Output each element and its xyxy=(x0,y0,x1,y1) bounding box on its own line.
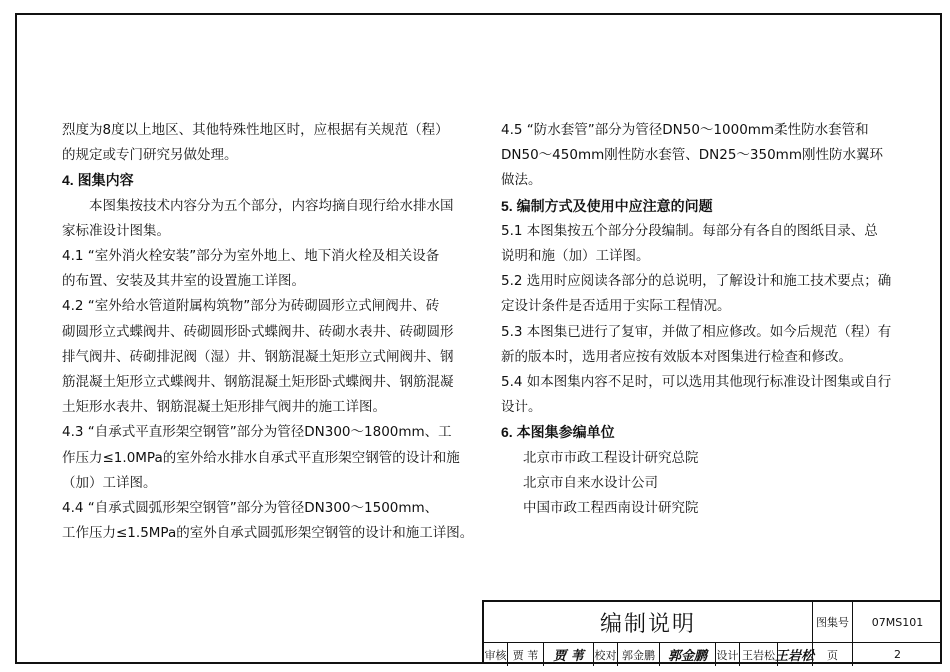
checker-name: 郭金鹏 xyxy=(618,643,660,666)
paragraph: 4.2 “室外给水管道附属构筑物”部分为砖砌圆形立式闸阀井、砖 xyxy=(62,298,440,315)
designer-signature: 王岩松 xyxy=(775,649,815,664)
paragraph: 4.1 “室外消火栓安装”部分为室外地上、地下消火栓及相关设备 xyxy=(62,248,440,265)
atlas-number: 07MS101 xyxy=(853,602,942,643)
review-label: 审核 xyxy=(484,643,508,666)
paragraph: 的布置、安装及其井室的设置施工详图。 xyxy=(62,273,305,290)
paragraph: 本图集按技术内容分为五个部分，内容均摘自现行给水排水国 xyxy=(89,197,454,214)
paragraph: 定设计条件是否适用于实际工程情况。 xyxy=(501,298,731,315)
right-column xyxy=(501,118,901,521)
paragraph: 土矩形水表井、钢筋混凝土矩形排气阀井的施工详图。 xyxy=(62,399,386,416)
paragraph: 做法。 xyxy=(501,172,542,189)
paragraph: 作压力≤1.0MPa的室外给水排水自承式平直形架空钢管的设计和施 xyxy=(62,449,460,466)
drawing-title: 编制说明 xyxy=(484,602,813,643)
paragraph: 排气阀井、砖砌排泥阀（湿）井、钢筋混凝土矩形立式闸阀井、钢 xyxy=(62,348,454,365)
checker-signature: 郭金鹏 xyxy=(660,643,716,666)
paragraph: 筋混凝土矩形立式蝶阀井、钢筋混凝土矩形卧式蝶阀井、钢筋混凝 xyxy=(62,374,454,391)
page-number: 2 xyxy=(894,648,901,661)
designer-name: 王岩松 xyxy=(740,643,778,666)
paragraph: 4.4 “自承式圆弧形架空钢管”部分为管径DN300～1500mm、 xyxy=(62,500,439,517)
design-label: 设计 xyxy=(716,643,740,666)
paragraph: 新的版本时，选用者应按有效版本对图集进行检查和修改。 xyxy=(501,348,852,365)
paragraph: 5.4 如本图集内容不足时，可以选用其他现行标准设计图集或自行 xyxy=(501,374,892,391)
paragraph: 5.1 本图集按五个部分分段编制。每部分有各自的图纸目录、总 xyxy=(501,222,878,239)
title-block xyxy=(482,600,942,664)
org-item: 中国市政工程西南设计研究院 xyxy=(523,500,699,517)
atlas-number-label: 图集号 xyxy=(813,602,853,643)
paragraph: 5.3 本图集已进行了复审，并做了相应修改。如今后规范（程）有 xyxy=(501,323,892,340)
paragraph: 4.5 “防水套管”部分为管径DN50～1000mm柔性防水套管和 xyxy=(501,122,869,138)
reviewer-signature: 贾 苇 xyxy=(544,643,594,666)
paragraph: （加）工详图。 xyxy=(62,474,157,491)
check-label: 校对 xyxy=(594,643,618,666)
paragraph: 说明和施（加）工详图。 xyxy=(501,248,650,265)
page-label: 页 xyxy=(813,643,853,666)
section-heading-6: 6. 本图集参编单位 xyxy=(501,424,615,441)
signature-row xyxy=(484,643,813,666)
left-column xyxy=(62,118,474,546)
paragraph: 4.3 “自承式平直形架空钢管”部分为管径DN300～1800mm、工 xyxy=(62,424,452,441)
section-heading-5: 5. 编制方式及使用中应注意的问题 xyxy=(501,197,713,214)
paragraph: 工作压力≤1.5MPa的室外自承式圆弧形架空钢管的设计和施工详图。 xyxy=(62,525,474,542)
paragraph: 家标准设计图集。 xyxy=(62,222,170,239)
org-item: 北京市自来水设计公司 xyxy=(523,474,658,491)
paragraph: 的规定或专门研究另做处理。 xyxy=(62,147,238,164)
reviewer-name: 贾 苇 xyxy=(508,643,544,666)
paragraph: 烈度为8度以上地区、其他特殊性地区时，应根据有关规范（程） xyxy=(62,122,449,138)
paragraph: 设计。 xyxy=(501,399,542,416)
paragraph: 砌圆形立式蝶阀井、砖砌圆形卧式蝶阀井、砖砌水表井、砖砌圆形 xyxy=(62,323,454,340)
org-item: 北京市市政工程设计研究总院 xyxy=(523,449,699,466)
paragraph: 5.2 选用时应阅读各部分的总说明，了解设计和施工技术要点；确 xyxy=(501,273,892,290)
paragraph: DN50～450mm刚性防水套管、DN25～350mm刚性防水翼环 xyxy=(501,147,883,164)
section-heading-4: 4. 图集内容 xyxy=(62,172,134,189)
